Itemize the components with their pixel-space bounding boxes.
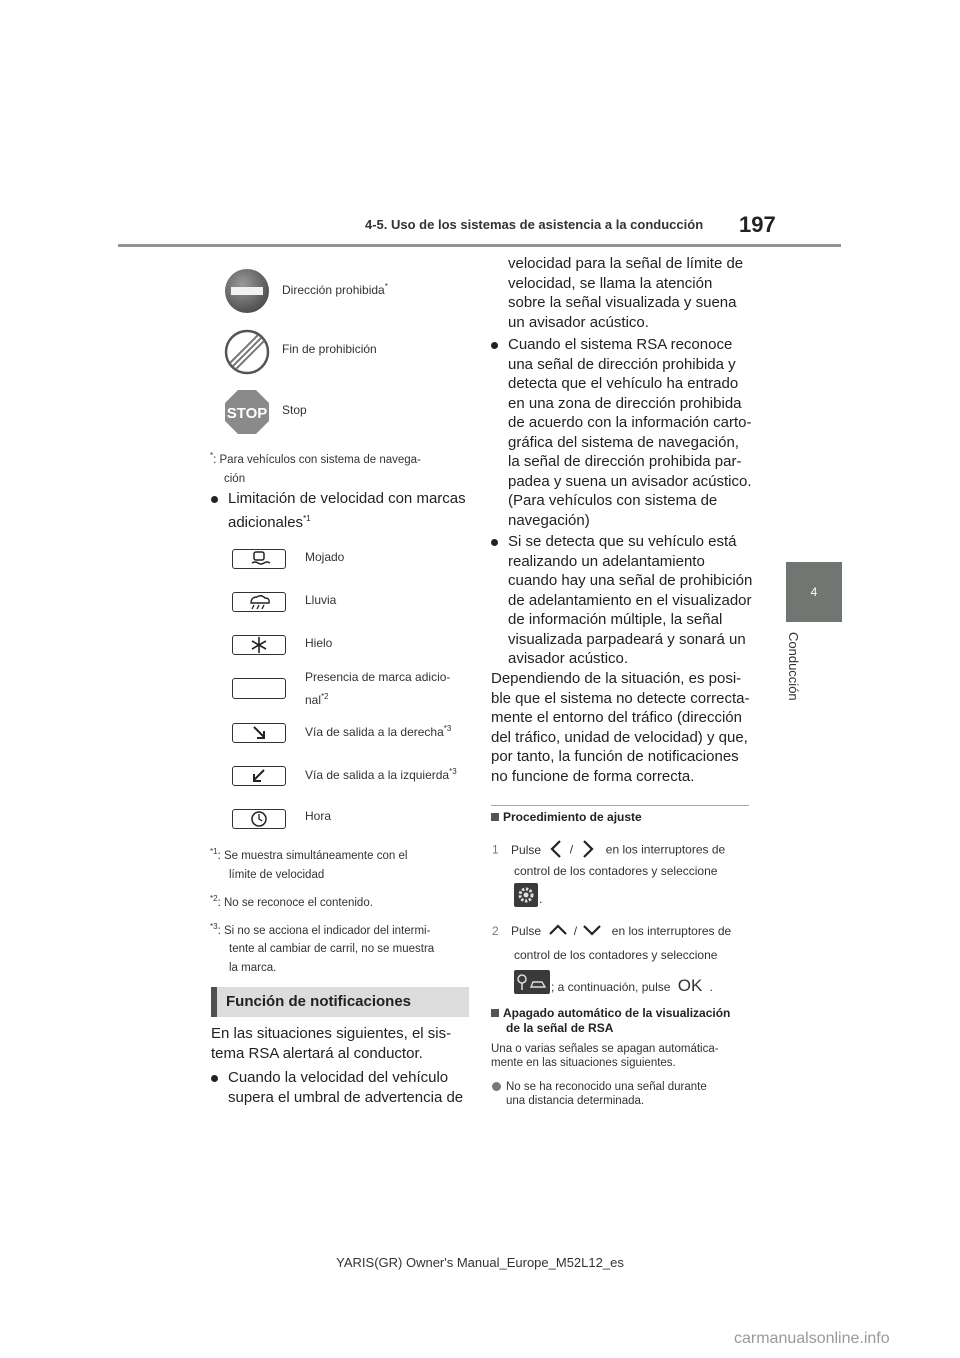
ok-button-label: OK: [677, 976, 703, 995]
footer-text: YARIS(GR) Owner's Manual_Europe_M52L12_es: [336, 1255, 624, 1270]
page-number: 197: [739, 212, 776, 237]
auto-off-bullet: No se ha reconocido una señal durante una distancia determinada.: [506, 1081, 707, 1107]
speed-limit-bullet: Limitación de velocidad con marcas adicionales$^{*1}$: [211, 489, 471, 533]
notifications-bullet-cont: velocidad para la señal de límite de velocidad, se llama la atención sobre la señal visualizada y suena un avisador acústico.: [508, 255, 744, 331]
exit-left-arrow-icon: [232, 766, 286, 786]
chapter-tab: 4: [786, 562, 842, 622]
chapter-label: Conducción: [786, 632, 801, 701]
wet-road-icon: [232, 549, 286, 569]
plate-label: Vía de salida a la izquierda$^{*3}$: [305, 767, 457, 782]
stop-sign-icon: [223, 388, 271, 436]
plate-label: Hora: [305, 809, 332, 823]
section-title: 4-5. Uso de los sistemas de asistencia a la conducción: [365, 217, 704, 232]
snowflake-icon: [232, 635, 286, 655]
footnote: $^{*3}$: Si no se acciona el indicador del intermi- tente al cambiar de carril, no se muestra la marca.: [210, 921, 435, 975]
footnote: $^{*1}$: Se muestra simultáneamente con el límite de velocidad: [210, 847, 408, 881]
blank-plate-icon: [232, 678, 286, 699]
no-entry-sign-icon: [223, 267, 271, 315]
sign-label: Dirección prohibida*: [282, 282, 388, 297]
rsa-car-icon: [514, 970, 550, 994]
bullet-dot: [492, 1082, 501, 1091]
divider: [491, 805, 749, 806]
notifications-paragraph: Dependiendo de la situación, es posi- ble que el sistema no detecte correcta- mente el entorno del tráfico (dirección del tráfico, unidad de velocidad) y que, por tanto, la función de notificaciones no funcione de forma correcta.: [491, 670, 750, 785]
notifications-bullet: Cuando el sistema RSA reconoce una señal de dirección prohibida y detecta que el vehículo ha entrado en una zona de dirección prohibida de acuerdo con la información carto- gráfica del sistema de navegación, la señal de dirección prohibida par- padea y suena un avisador acústico. (Para vehículos con sistema de navegación): [491, 335, 753, 530]
notifications-intro: En las situaciones siguientes, el sis- tema RSA alertará al conductor.: [211, 1025, 452, 1062]
plate-footnotes: [210, 842, 470, 978]
sign-label: Stop: [282, 403, 307, 417]
chevron-right-icon: [582, 840, 594, 861]
plate-label: Mojado: [305, 550, 345, 564]
clock-icon: [232, 809, 286, 829]
exit-right-arrow-icon: [232, 723, 286, 743]
header-rule: [118, 244, 841, 247]
procedure-step-2: 2 Pulse / en los interruptores de: [492, 924, 732, 938]
plate-label: Lluvia: [305, 593, 337, 607]
notifications-bullet: Si se detecta que su vehículo está realizando un adelantamiento cuando hay una señal de prohibición de adelantamiento en el visualizador de información múltiple, la señal visualizada parpadeará y sonará un avisador acústico.: [491, 532, 753, 669]
section-heading: Función de notificaciones: [211, 987, 469, 1017]
chevron-down-icon: [582, 924, 602, 939]
watermark: carmanualsonline.info: [734, 1330, 890, 1347]
footnote: $^{*2}$: No se reconoce el contenido.: [210, 893, 373, 909]
sign-label: Fin de prohibición: [282, 342, 377, 356]
notifications-bullet: Cuando la velocidad del vehículo supera el umbral de advertencia de: [211, 1068, 473, 1107]
procedure-step-text: control de los contadores y seleccione: [514, 864, 718, 878]
plate-label: Vía de salida a la derecha$^{*3}$: [305, 724, 452, 739]
plate-label: Hielo: [305, 636, 333, 650]
sign-footnote: *: Para vehículos con sistema de navega- ción: [210, 451, 421, 485]
procedure-step-text: ; a continuación, pulse OK .: [551, 976, 714, 995]
auto-off-text: Una o varias señales se apagan automática- mente en las situaciones siguientes.: [491, 1043, 719, 1069]
gear-icon: [514, 883, 538, 907]
procedure-step-text: .: [539, 892, 543, 906]
rain-icon: [232, 592, 286, 612]
stop-sign-text: STOP: [226, 405, 268, 422]
end-of-restriction-sign-icon: [223, 328, 271, 376]
procedure-step-text: control de los contadores y seleccione: [514, 948, 718, 962]
procedure-heading: Procedimiento de ajuste: [491, 810, 642, 824]
chevron-up-icon: [548, 924, 568, 939]
plate-label: Presencia de marca adicio- nal$^{*2}$: [305, 670, 451, 707]
auto-off-heading: Apagado automático de la visualización de la señal de RSA: [491, 1006, 753, 1036]
procedure-step-1: 1 Pulse / en los interruptores de: [492, 840, 752, 861]
chevron-left-icon: [550, 840, 562, 861]
